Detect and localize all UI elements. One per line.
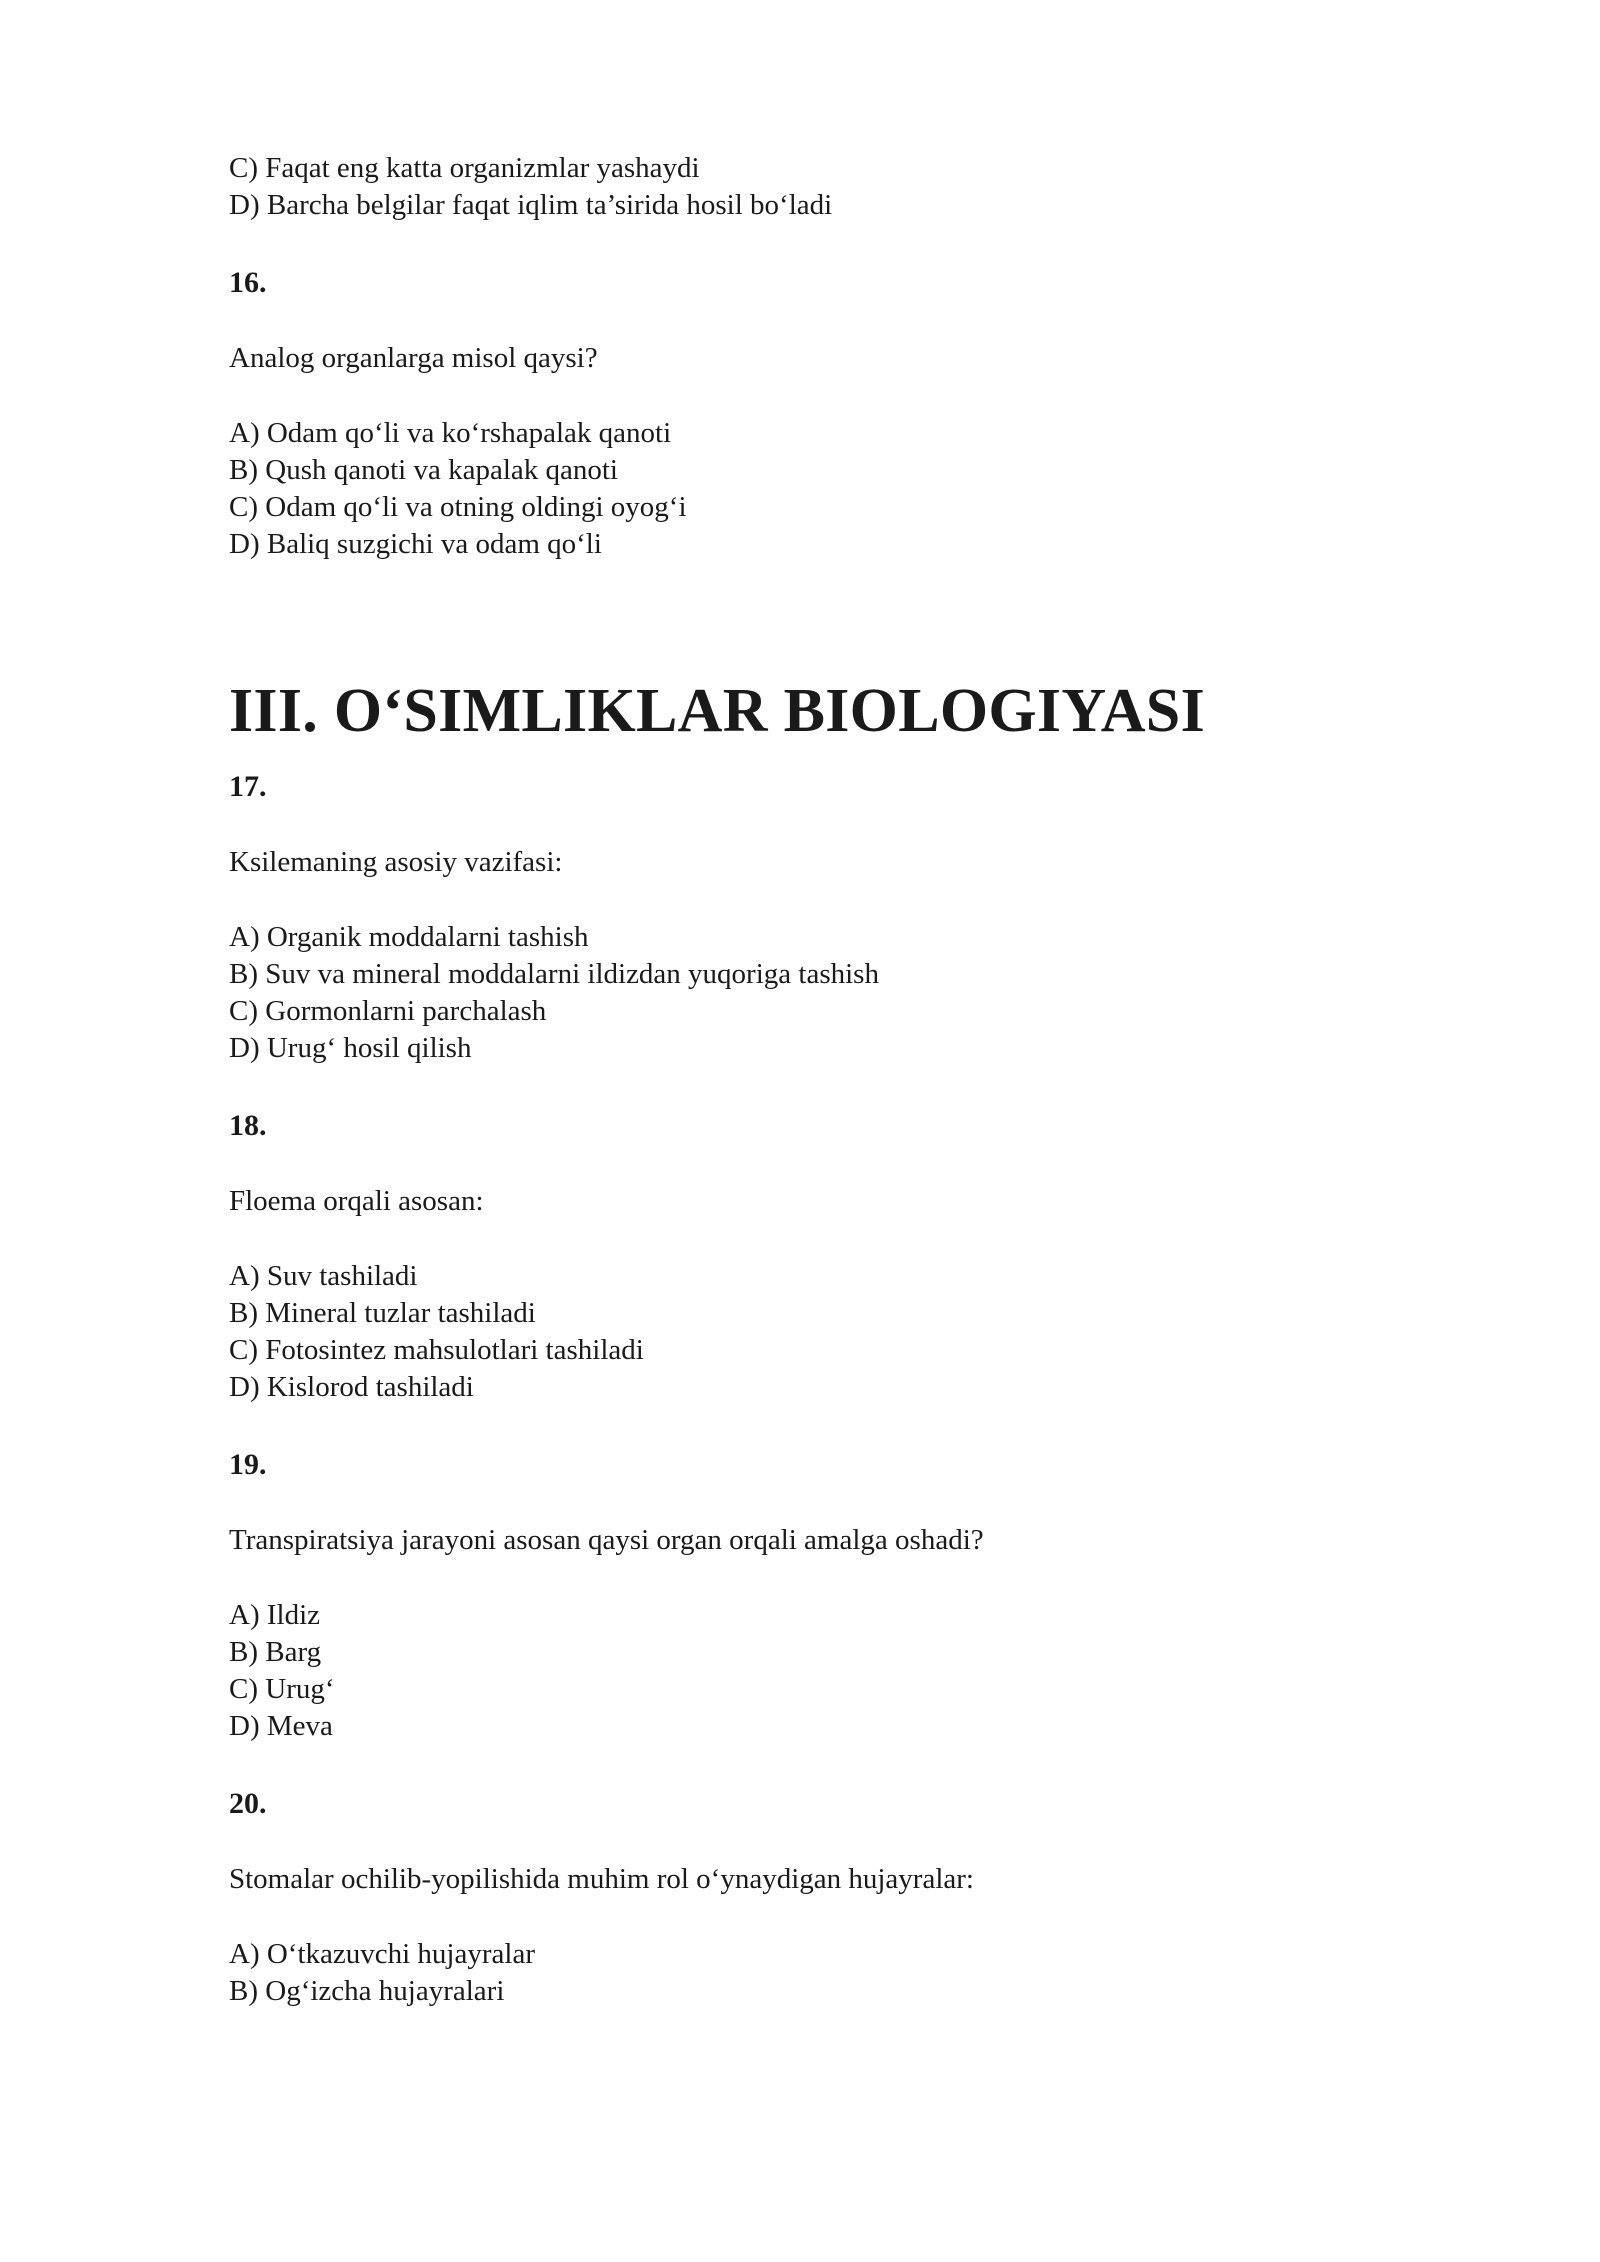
section-title: III. O‘SIMLIKLAR BIOLOGIYASI [229,677,1205,745]
option-a: A) O‘tkazuvchi hujayralar [229,1938,535,1970]
option-c: C) Faqat eng katta organizmlar yashaydi [229,152,700,184]
option-b: B) Og‘izcha hujayralari [229,1975,505,2007]
option-a: A) Odam qo‘li va ko‘rshapalak qanoti [229,417,672,449]
question-text: Floema orqali asosan: [229,1185,484,1217]
question-text: Ksilemaning asosiy vazifasi: [229,846,563,878]
option-list [229,415,1479,563]
question-20 [229,1785,1479,2010]
option-c: C) Fotosintez mahsulotlari tashiladi [229,1334,644,1366]
option-c: C) Gormonlarni parchalash [229,995,547,1027]
option-d: D) Kislorod tashiladi [229,1371,474,1403]
option-d: D) Meva [229,1710,333,1742]
option-list [229,1597,1479,1745]
option-b: B) Suv va mineral moddalarni ildizdan yuqoriga tashish [229,958,879,990]
question-number: 18. [229,1109,267,1142]
option-d: D) Barcha belgilar faqat iqlim ta’sirida hosil bo‘ladi [229,189,833,221]
question-16 [229,264,1479,563]
question-18 [229,1107,1479,1406]
question-number: 19. [229,1448,267,1481]
question-text: Transpiratsiya jarayoni asosan qaysi organ orqali amalga oshadi? [229,1524,984,1556]
option-d: D) Urug‘ hosil qilish [229,1032,472,1064]
question-19 [229,1446,1479,1745]
option-d: D) Baliq suzgichi va odam qo‘li [229,528,602,560]
option-list [229,919,1479,1067]
option-list [229,1936,1479,2010]
question-17 [229,768,1479,1067]
option-b: B) Qush qanoti va kapalak qanoti [229,454,618,486]
option-c: C) Urug‘ [229,1673,335,1705]
option-b: B) Mineral tuzlar tashiladi [229,1297,536,1329]
option-a: A) Suv tashiladi [229,1260,418,1292]
question-number: 17. [229,770,267,803]
option-c: C) Odam qo‘li va otning oldingi oyog‘i [229,491,687,523]
document-page [229,150,1479,2010]
option-list [229,1258,1479,1406]
option-a: A) Ildiz [229,1599,320,1631]
option-a: A) Organik moddalarni tashish [229,921,589,953]
option-b: B) Barg [229,1636,322,1668]
question-text: Analog organlarga misol qaysi? [229,342,598,374]
question-number: 20. [229,1787,267,1820]
continued-options [229,150,1479,224]
question-text: Stomalar ochilib-yopilishida muhim rol o‘ynaydigan hujayralar: [229,1863,974,1895]
question-number: 16. [229,266,267,299]
